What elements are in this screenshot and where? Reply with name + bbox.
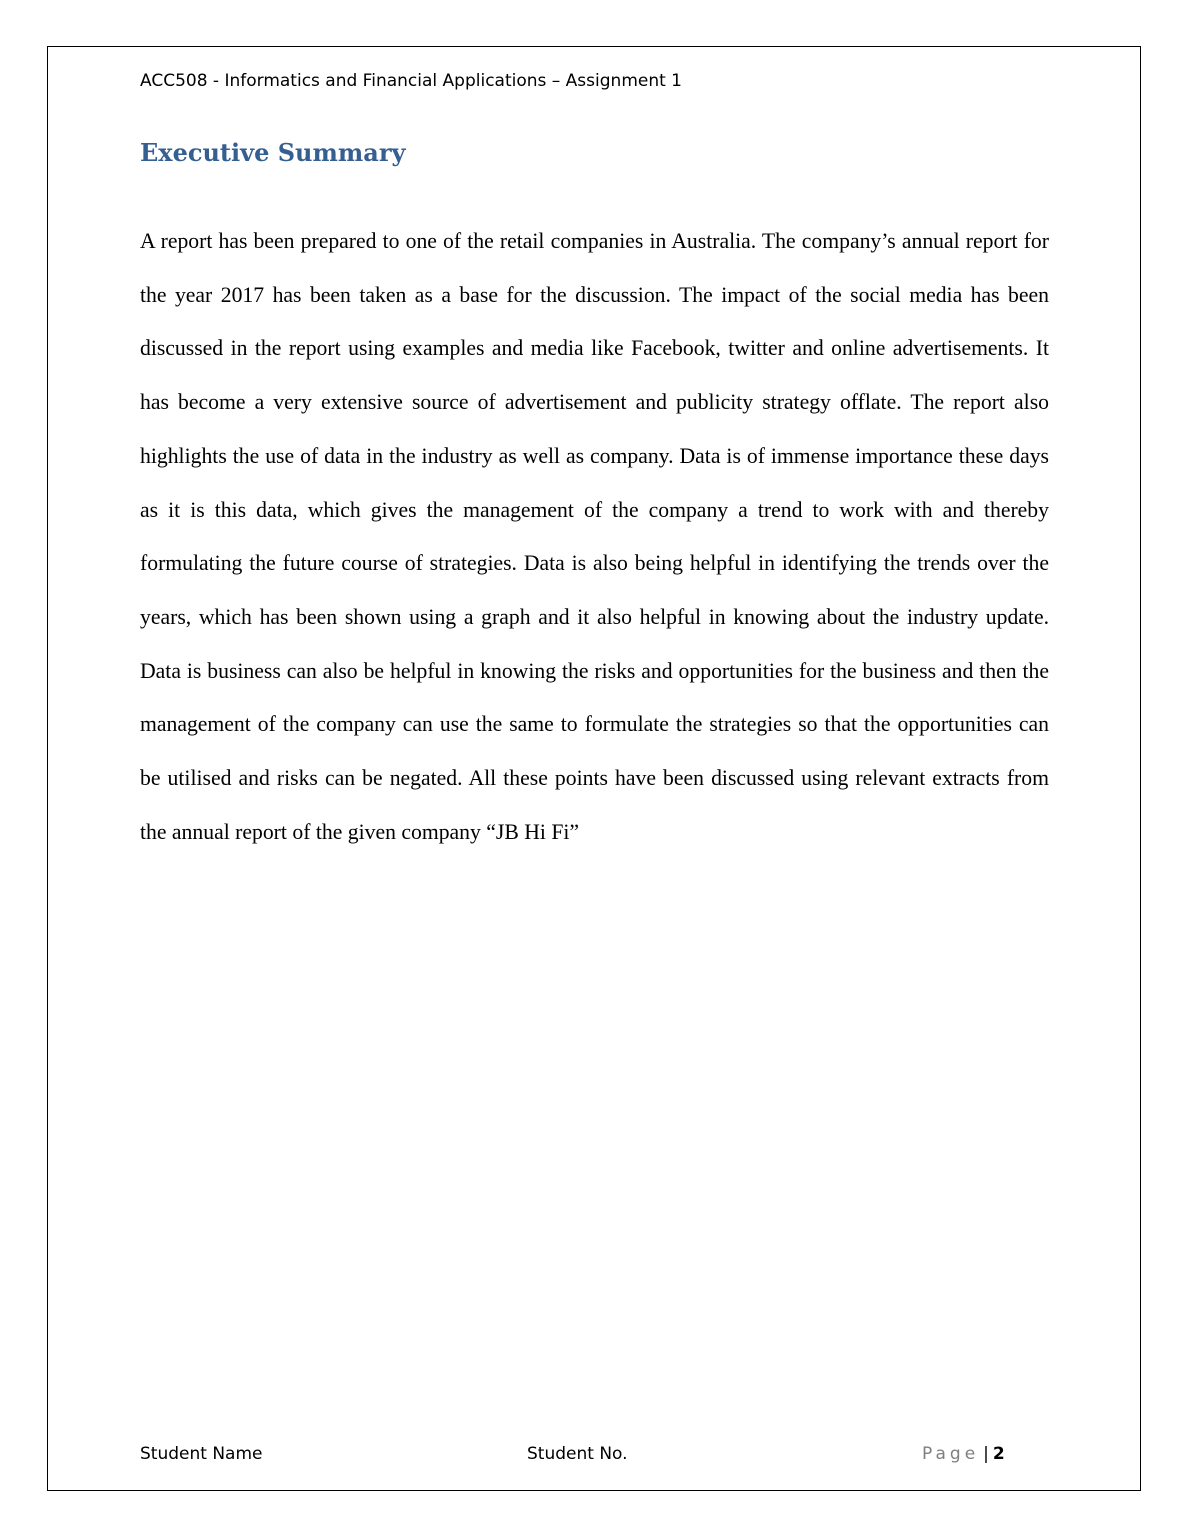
- footer-page-separator: |: [983, 1444, 989, 1464]
- footer-student-no: Student No.: [527, 1444, 628, 1464]
- section-body-paragraph: A report has been prepared to one of the retail companies in Australia. The company’s annual report for the year 2017 has been taken as a base for the discussion. The impact of the social media has been discussed in the report using examples and media like Facebook, twitter and online advertisements. It has become a very extensive source of advertisement and publicity strategy offlate. The report also highlights the use of data in the industry as well as company. Data is of immense importance these days as it is this data, which gives the management of the company a trend to work with and thereby formulating the future course of strategies. Data is also being helpful in identifying the trends over the years, which has been shown using a graph and it also helpful in knowing about the industry update. Data is business can also be helpful in knowing the risks and opportunities for the business and then the management of the company can use the same to formulate the strategies so that the opportunities can be utilised and risks can be negated. All these points have been discussed using relevant extracts from the annual report of the given company “JB Hi Fi”: [140, 229, 1049, 844]
- footer-page-indicator: [922, 1444, 1005, 1464]
- footer-student-name: Student Name: [140, 1444, 263, 1464]
- page-header-course-title: ACC508 - Informatics and Financial Applications – Assignment 1: [140, 71, 682, 91]
- footer-page-number: 2: [992, 1444, 1005, 1464]
- section-heading: Executive Summary: [140, 138, 406, 167]
- footer-page-label: Page: [922, 1444, 980, 1464]
